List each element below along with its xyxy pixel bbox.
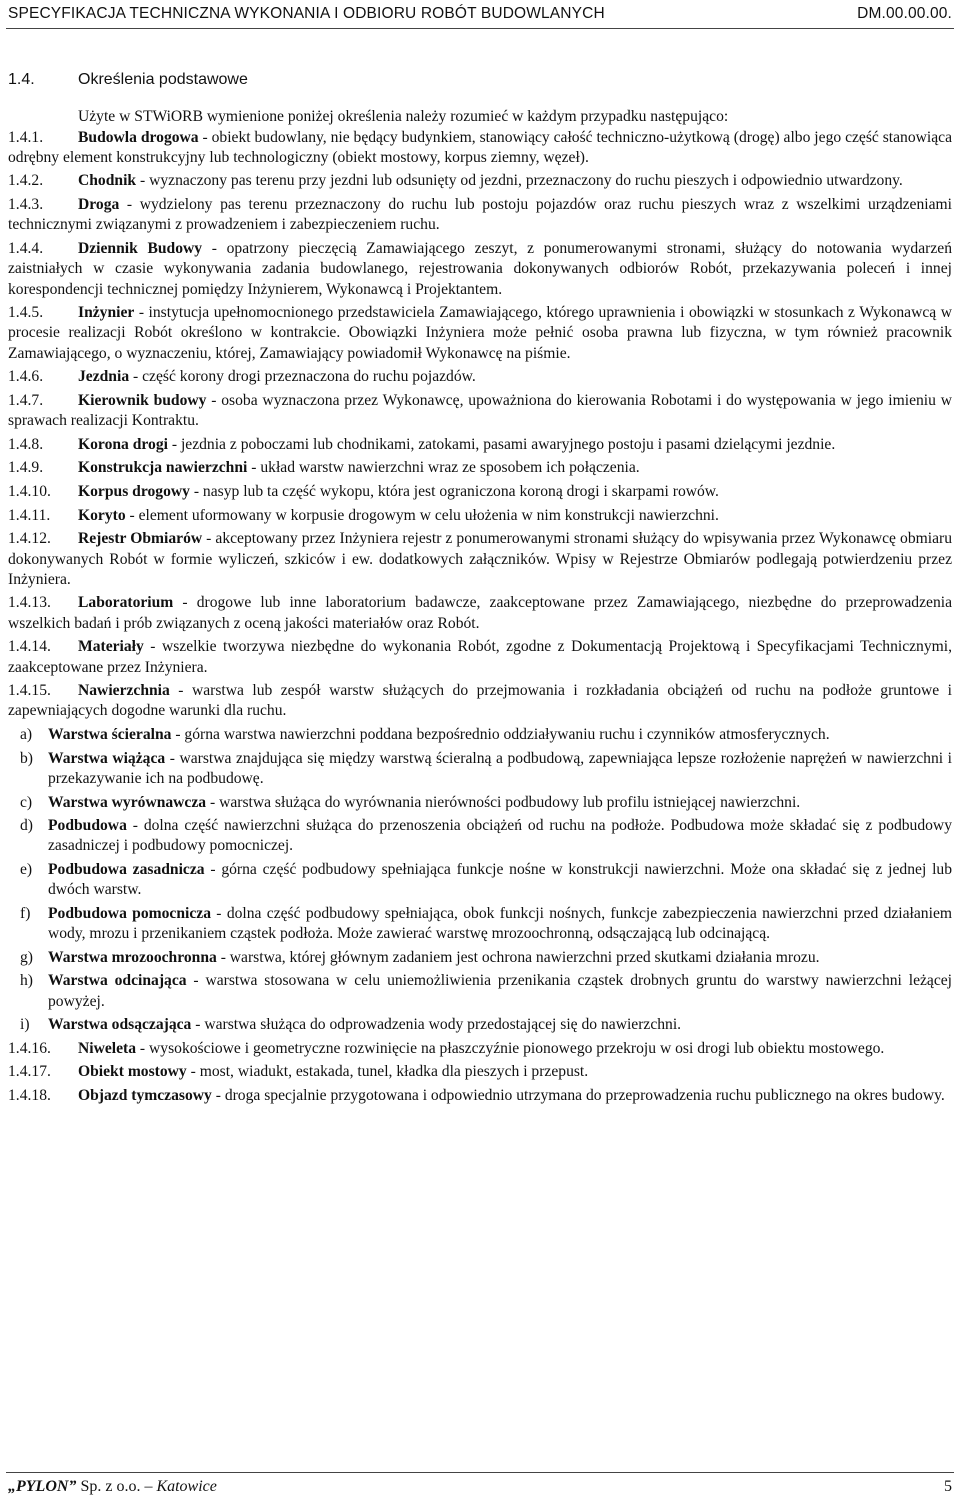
company-city: Katowice [156, 1478, 217, 1495]
definition-text: - akceptowany przez Inżyniera rejestr z ponumerowanymi stronami służący do wpisywania przez Wykonawcę obmiaru dokonywanych Robót w formie wyliczeń, szkiców i ew. dodatkowych załączników. Wpisy w Rejestrze Obmiarów podlegają potwierdzeniu przez Inżyniera. [8, 530, 952, 588]
item-text: - warstwa służąca do odprowadzenia wody przedostającej się do nawierzchni. [191, 1016, 682, 1034]
definition-number: 1.4.1. [8, 128, 44, 146]
definition-paragraph [8, 435, 952, 455]
definition-paragraph [8, 1086, 952, 1106]
definition-term: Jezdnia [78, 368, 130, 386]
page-footer [8, 1478, 954, 1498]
layer-item [8, 793, 952, 813]
item-label: f) [20, 904, 31, 922]
definition-number: 1.4.14. [8, 638, 51, 656]
definition-term: Laboratorium [78, 594, 174, 612]
definitions-list-continued [8, 1039, 952, 1106]
item-term: Podbudowa pomocnicza [48, 904, 211, 922]
definition-text: - warstwa lub zespół warstw służących do przejmowania i rozkładania obciążeń od ruchu na podłoże gruntowe i zapewniających dogodne warunki dla ruchu. [8, 682, 952, 720]
definition-paragraph [8, 681, 952, 722]
item-label: g) [20, 948, 33, 966]
definition-text: - opatrzony pieczęcią Zamawiającego zeszyt, z ponumerowanymi stronami, służący do notowania wydarzeń zaistniałych w czasie wykonywania zadania budowlanego, rejestrowania dokonywanych odbiorów Robót, przekazywania poleceń i innej korespondencji technicznej pomiędzy Inżynierem, Wykonawcą i Projektantem. [8, 239, 952, 298]
definition-paragraph [8, 1062, 952, 1082]
item-label: d) [20, 817, 33, 835]
definition-text: - osoba wyznaczona przez Wykonawcę, upoważniona do kierowania Robotami i do występowania w jego imieniu w sprawach realizacji Kontraktu. [8, 391, 952, 430]
item-term: Warstwa wiążąca [48, 749, 166, 767]
item-text: - górna warstwa nawierzchni poddana bezpośrednio oddziaływaniu ruchu i czynników atmosferycznych. [171, 726, 830, 744]
definition-paragraph [8, 482, 952, 502]
definition-text: - obiekt budowlany, nie będący budynkiem, stanowiący całość techniczno-użytkową (drogę) albo jego część stanowiąca odrębny element konstrukcyjny lub technologiczny (obiekt mostowy, korpus ziemny, węzeł). [8, 128, 952, 166]
definition-text: - część korony drogi przeznaczona do ruchu pojazdów. [129, 368, 476, 386]
document-body [8, 70, 952, 1110]
layer-item [8, 948, 952, 968]
definition-number: 1.4.15. [8, 682, 51, 700]
definition-term: Materiały [78, 638, 144, 656]
definition-number: 1.4.8. [8, 435, 44, 453]
definition-paragraph [8, 171, 952, 191]
definition-number: 1.4.9. [8, 459, 44, 477]
definition-term: Rejestr Obmiarów [78, 530, 203, 548]
definition-text: - wszelkie tworzywa niezbędne do wykonania Robót, zgodne z Dokumentacją Projektową i Specyfikacjami Technicznymi, zaakceptowane przez Inżyniera. [8, 638, 952, 676]
item-text: - górna część podbudowy spełniająca funkcje nośne w konstrukcji nawierzchni. Może ona składać się z jednej lub dwóch warstw. [48, 861, 952, 899]
definition-number: 1.4.10. [8, 483, 51, 501]
item-text: - dolna część podbudowy spełniająca, obok funkcji nośnych, funkcje zabezpieczenia nawierzchni przed działaniem wody, mrozu i przenikaniem cząstek podłoża. Może zawierać warstwę mrozoochronną, odsączającą lub odcinającą. [48, 904, 952, 943]
definition-text: - element uformowany w korpusie drogowym w celu ułożenia w nim konstrukcji nawierzchni. [125, 506, 719, 524]
definition-text: - instytucja upełnomocnionego przedstawiciela Zamawiającego, którego uprawnienia i obowiązki w stosunkach z Wykonawcą w procesie realizacji Robót określono w kontrakcie. Obowiązki Inżyniera może pełnić osoba prawna lub fizyczna, w tym również pracownik Zamawiającego, o wyznaczeniu, której, Zamawiający powiadomił Wykonawcę na piśmie. [8, 304, 952, 362]
definition-term: Konstrukcja nawierzchni [78, 459, 248, 477]
definition-number: 1.4.18. [8, 1087, 51, 1105]
definition-paragraph [8, 391, 952, 432]
definition-paragraph [8, 128, 952, 169]
definition-term: Korpus drogowy [78, 483, 190, 501]
page-header [8, 3, 954, 27]
item-label: h) [20, 972, 33, 990]
definition-number: 1.4.11. [8, 506, 51, 524]
section-intro: Użyte w STWiORB wymienione poniżej określenia należy rozumieć w każdym przypadku następująco: [78, 108, 729, 126]
definition-number: 1.4.2. [8, 172, 44, 190]
section-number: 1.4. [8, 71, 35, 88]
definition-text: - jezdnia z poboczami lub chodnikami, zatokami, pasami awaryjnego postoju i pasami dzielącymi jezdnie. [167, 435, 836, 453]
layer-item [8, 725, 952, 745]
item-text: - warstwa znajdująca się między warstwą ścieralną a podbudową, zapewniająca lepsze rozłożenie naprężeń w nawierzchni i przekazywanie ich na podbudowę. [48, 749, 952, 787]
item-term: Warstwa mrozoochronna [48, 948, 217, 966]
definition-term: Korona drogi [78, 435, 168, 453]
definition-text: - wyznaczony pas terenu przy jezdni lub odsunięty od jezdni, przeznaczony do ruchu pieszych i odpowiednio utwardzony. [136, 172, 903, 190]
definition-term: Obiekt mostowy [78, 1063, 187, 1081]
page-number: 5 [944, 1478, 952, 1495]
definition-term: Chodnik [78, 172, 137, 190]
definitions-list [8, 128, 952, 722]
definition-term: Inżynier [78, 304, 135, 322]
definition-paragraph [8, 458, 952, 478]
definition-number: 1.4.6. [8, 368, 44, 386]
definition-term: Droga [78, 196, 120, 214]
item-label: a) [20, 726, 33, 744]
definition-paragraph [8, 637, 952, 678]
item-term: Warstwa wyrównawcza [48, 793, 207, 811]
layer-item [8, 749, 952, 790]
layer-item [8, 816, 952, 857]
definition-text: - drogowe lub inne laboratorium badawcze, zaakceptowane przez Zamawiającego, niezbędne do przeprowadzenia wszelkich badań i prób związanych z oceną jakości materiałów oraz Robót. [8, 594, 952, 632]
definition-text: - droga specjalnie przygotowana i odpowiednio utrzymana do przeprowadzenia ruchu publicznego na okres budowy. [211, 1087, 945, 1105]
definition-paragraph [8, 1039, 952, 1059]
layer-item [8, 1015, 952, 1035]
definition-term: Nawierzchnia [78, 682, 170, 700]
section-title: Określenia podstawowe [78, 71, 248, 88]
definition-text: - nasyp lub ta część wykopu, która jest ograniczona koroną drogi i skarpami rowów. [189, 483, 719, 501]
item-label: b) [20, 749, 33, 767]
definition-term: Koryto [78, 506, 126, 524]
definition-number: 1.4.5. [8, 304, 44, 322]
item-text: - dolna część nawierzchni służąca do przenoszenia obciążeń od ruchu na podłoże. Podbudowa może składać się z podbudowy zasadniczej i podbudowy pomocniczej. [48, 817, 952, 855]
item-term: Warstwa ścieralna [48, 726, 172, 744]
definition-number: 1.4.13. [8, 594, 51, 612]
item-text: - warstwa, której głównym zadaniem jest ochrona nawierzchni przed skutkami działania mrozu. [216, 948, 820, 966]
item-term: Podbudowa [48, 817, 127, 835]
item-text: - warstwa służąca do wyrównania nierówności podbudowy lub profilu istniejącej nawierzchni. [206, 793, 801, 811]
layer-item [8, 904, 952, 945]
definition-text: - most, wiadukt, estakada, tunel, kładka dla pieszych i przepust. [186, 1063, 589, 1081]
header-divider [6, 28, 954, 29]
definition-number: 1.4.12. [8, 530, 51, 548]
definition-number: 1.4.7. [8, 391, 44, 409]
definition-term: Dziennik Budowy [78, 239, 203, 257]
definition-text: - układ warstw nawierzchni wraz ze sposobem ich połączenia. [247, 459, 640, 477]
document-code: DM.00.00.00. [857, 5, 952, 22]
item-label: i) [20, 1016, 30, 1034]
item-label: c) [20, 793, 33, 811]
definition-term: Budowla drogowa [78, 128, 199, 146]
definition-term: Kierownik budowy [78, 391, 207, 409]
definition-paragraph [8, 195, 952, 236]
item-term: Warstwa odsączająca [48, 1016, 192, 1034]
definition-paragraph [8, 303, 952, 364]
definition-number: 1.4.3. [8, 196, 44, 214]
item-term: Podbudowa zasadnicza [48, 861, 205, 879]
item-term: Warstwa odcinająca [48, 972, 187, 990]
section-heading [8, 70, 952, 90]
company-suffix: Sp. z o.o. – [76, 1478, 157, 1495]
footer-company [8, 1478, 217, 1496]
layer-item [8, 860, 952, 901]
definition-term: Objazd tymczasowy [78, 1087, 212, 1105]
item-label: e) [20, 861, 33, 879]
layer-list [8, 725, 952, 1036]
footer-divider [6, 1472, 954, 1473]
layer-item [8, 971, 952, 1012]
document-title: SPECYFIKACJA TECHNICZNA WYKONANIA I ODBIORU ROBÓT BUDOWLANYCH [8, 5, 605, 22]
definition-paragraph [8, 367, 952, 387]
item-text: - warstwa stosowana w celu uniemożliwienia przenikania cząstek drobnych gruntu do warstwy nawierzchni leżącej powyżej. [48, 972, 953, 1010]
definition-text: - wydzielony pas terenu przeznaczony do ruchu lub postoju pojazdów oraz ruchu pieszych wraz z wszelkimi urządzeniami technicznymi związanymi z prowadzeniem i zabezpieczeniem ruchu. [8, 196, 952, 234]
definition-term: Niweleta [78, 1039, 137, 1057]
company-name: „PYLON” [8, 1478, 77, 1495]
definition-text: - wysokościowe i geometryczne rozwinięcie na płaszczyźnie pionowego przekroju w osi drogi lub obiektu mostowego. [136, 1039, 885, 1057]
definition-number: 1.4.4. [8, 239, 44, 257]
definition-paragraph [8, 529, 952, 590]
definition-paragraph [8, 506, 952, 526]
definition-number: 1.4.16. [8, 1039, 51, 1057]
definition-paragraph [8, 239, 952, 300]
definition-paragraph [8, 593, 952, 634]
definition-number: 1.4.17. [8, 1063, 51, 1081]
